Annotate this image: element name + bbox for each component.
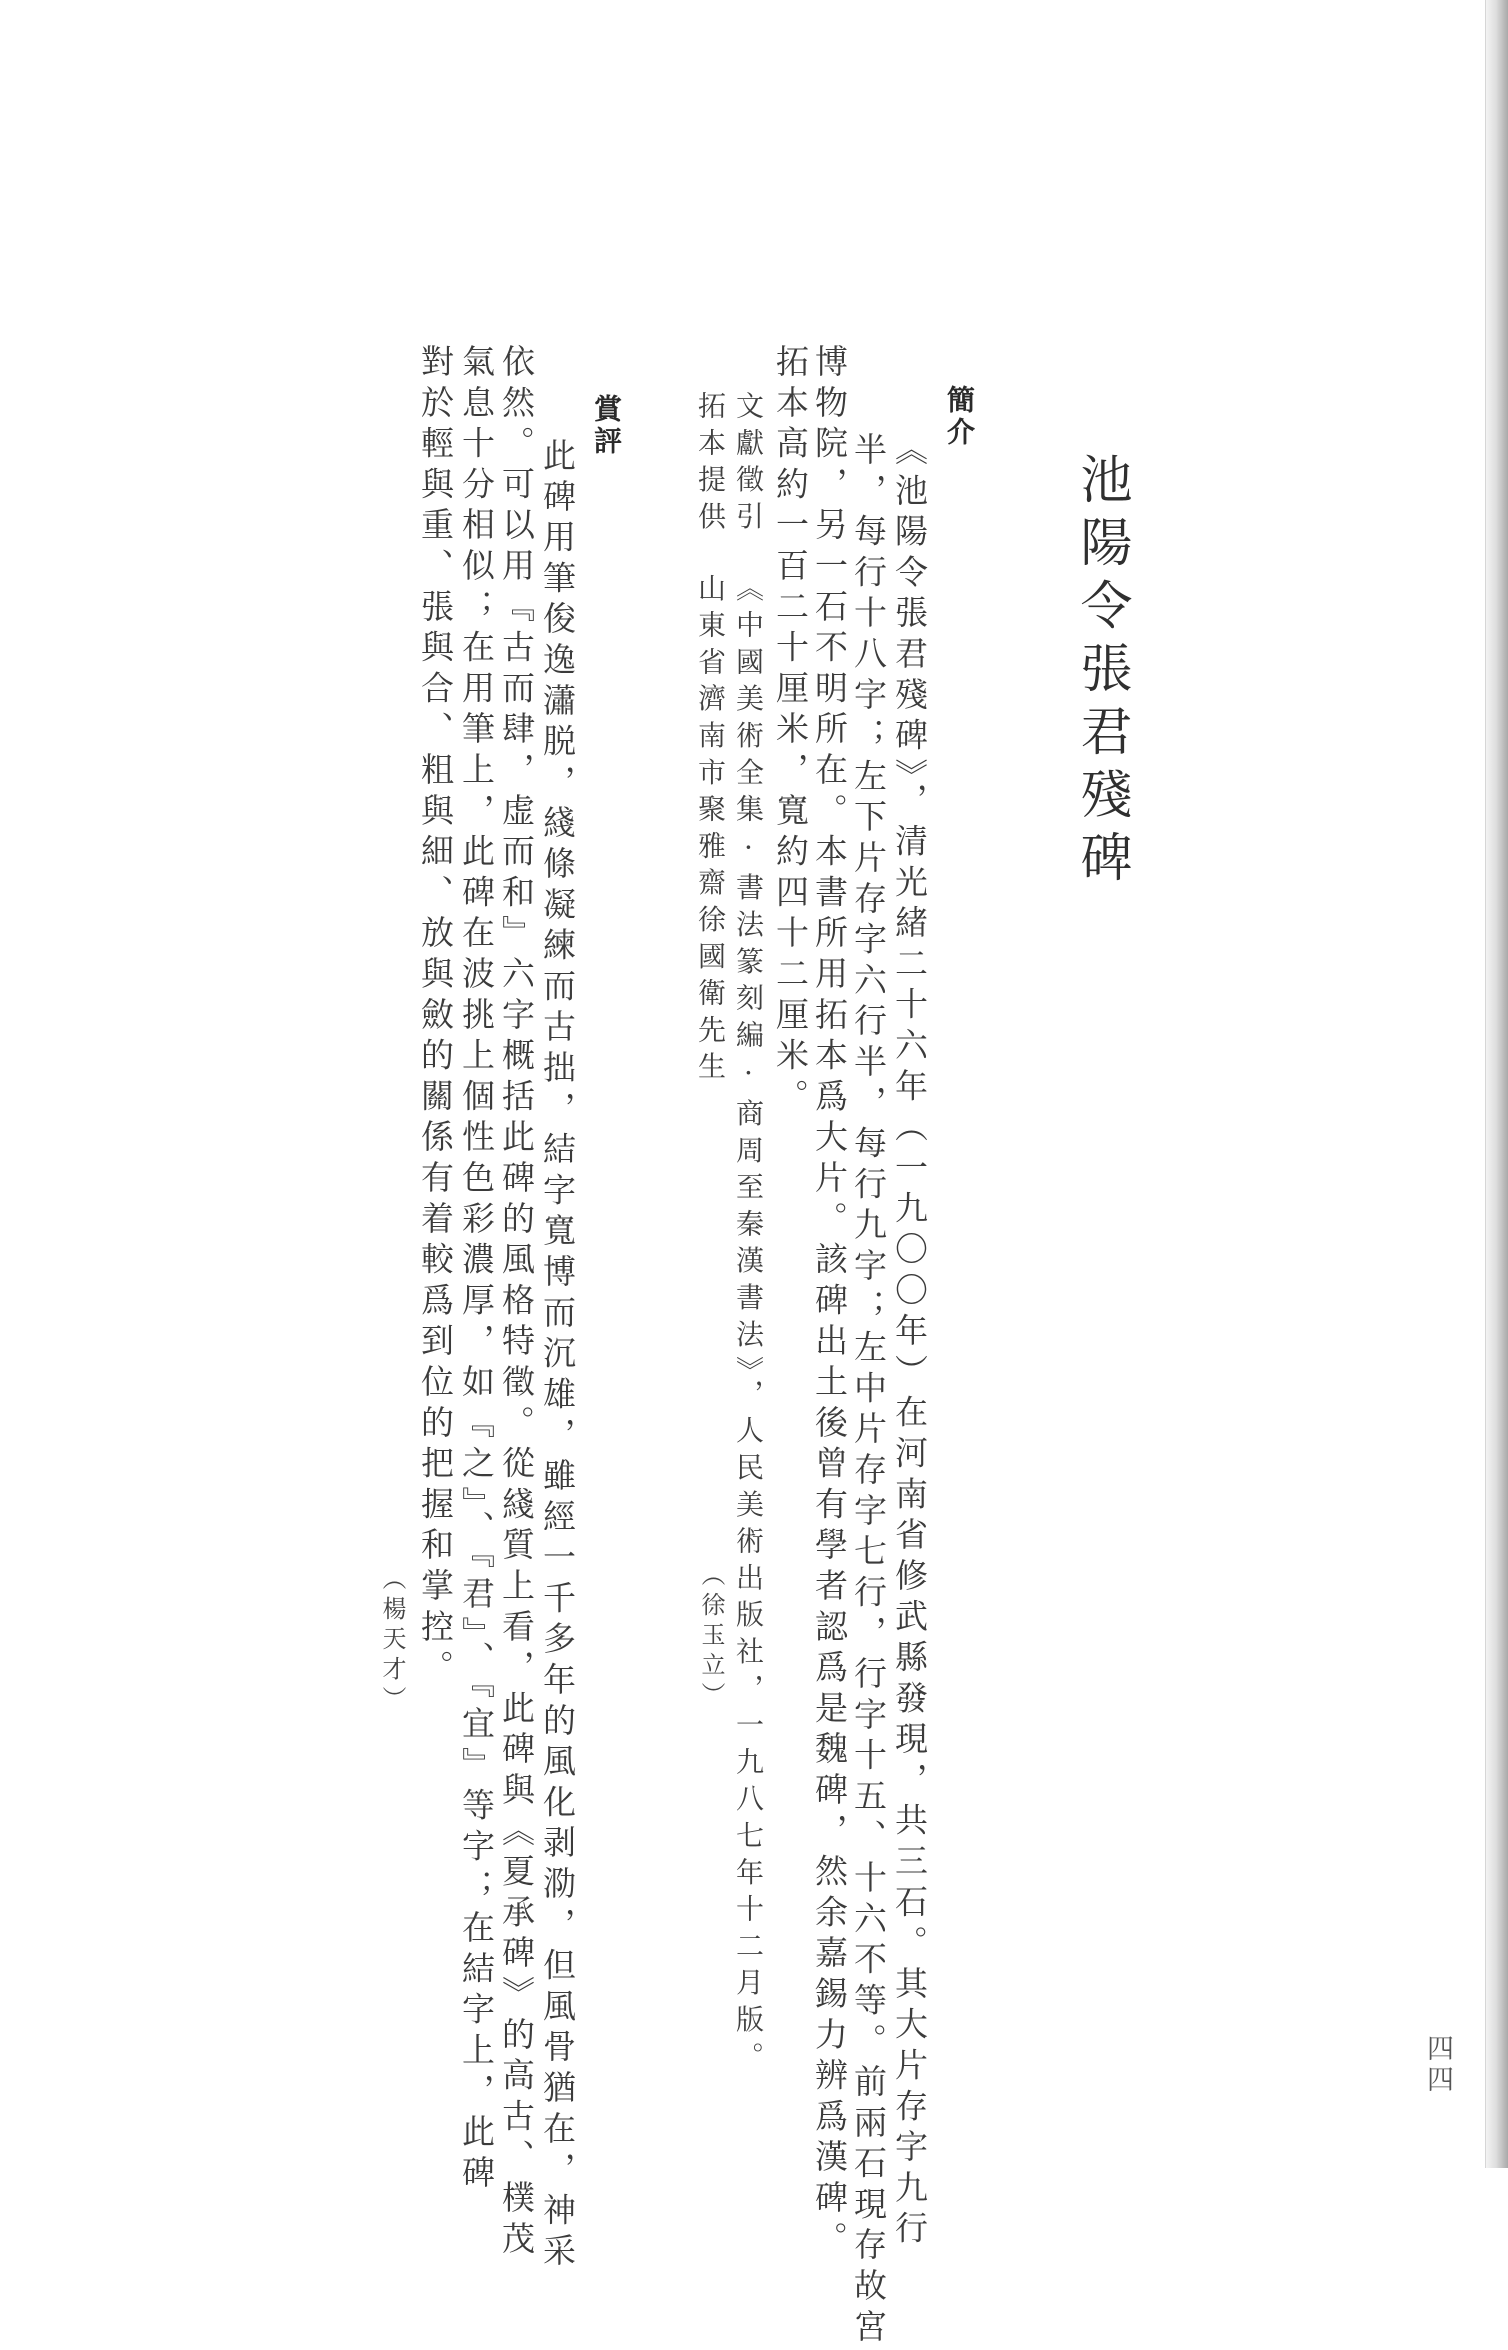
page-title: 池陽令張君殘碑 xyxy=(1071,452,1131,893)
review-line-2: 依然。可以用『古而肆，虚而和』六字概括此碑的風格特徵。從綫質上看，此碑與《夏承碑》的高古、樸茂 xyxy=(497,344,536,2262)
rubbing-provider xyxy=(690,391,730,1088)
intro-author: （徐玉立） xyxy=(697,1562,725,1712)
intro-line-4: 拓本高約一百二十厘米，寬約四十二厘米。 xyxy=(771,344,810,1120)
literature-text: 《中國美術全集·書法篆刻編·商周至秦漢書法》，人民美術出版社，一九八七年十二月版。 xyxy=(732,573,765,2079)
review-heading: 賞評 xyxy=(590,394,623,458)
review-line-4: 對於輕與重、張與合、粗與細、放與斂的關係有着較爲到位的把握和掌控。 xyxy=(416,344,455,1691)
intro-line-3: 博物院，另一石不明所在。本書所用拓本爲大片。該碑出土後曾有學者認爲是魏碑，然余嘉錫力辨爲漢碑。 xyxy=(810,344,849,2262)
page-number: 四四 xyxy=(1422,2034,1453,2096)
provider-text: 山東省濟南市聚雅齋徐國衛先生 xyxy=(694,573,727,1089)
review-line-3: 氣息十分相似；在用筆上，此碑在波挑上個性色彩濃厚，如『之』、『君』、『宜』等字；在結字上，此碑 xyxy=(457,344,496,2196)
intro-line-2: 半，每行十八字；左下片存字六行半，每行九字；左中片存字七行，行字十五、十六不等。前兩石現存故宮 xyxy=(849,432,888,2350)
page-edge xyxy=(1486,0,1508,2168)
review-author: （楊天才） xyxy=(378,1566,406,1716)
provider-label: 拓本提供 xyxy=(694,391,727,539)
review-line-1: 此碑用筆俊逸瀟脱，綫條凝練而古拙，結字寬博而沉雄，雖經一千多年的風化剥泐，但風骨猶在，神采 xyxy=(538,438,577,2274)
intro-heading: 簡介 xyxy=(943,385,976,449)
literature-reference xyxy=(728,391,768,2078)
literature-label: 文獻徵引 xyxy=(732,391,765,539)
intro-line-1: 《池陽令張君殘碑》，清光緒二十六年（一九〇〇年）在河南省修武縣發現，共三石。其大片存字九行 xyxy=(890,432,929,2252)
